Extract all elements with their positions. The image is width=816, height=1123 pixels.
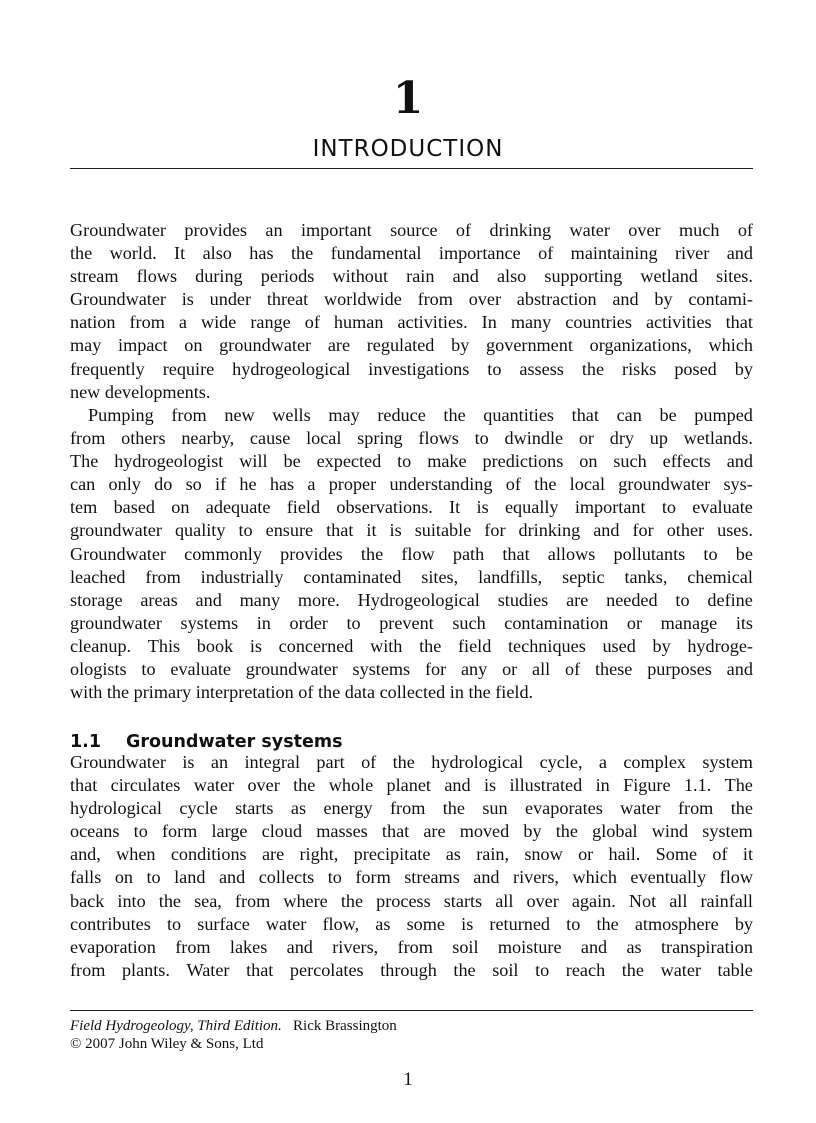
page-number: 1 [403,1069,413,1090]
paragraph-3 [70,751,753,982]
chapter-title: INTRODUCTION [312,136,504,162]
text-line: and, when conditions are right, precipitate as rain, snow or hail. Some of it [70,844,753,865]
paragraph-2 [70,404,753,704]
text-line: hydrological cycle starts as energy from the sun evaporates water from the [70,798,753,819]
text-line: from others nearby, cause local spring flows to dwindle or dry up wetlands. [70,428,753,449]
text-line: storage areas and many more. Hydrogeological studies are needed to define [70,589,753,610]
text-line: Groundwater is an integral part of the hydrological cycle, a complex system [70,752,753,772]
text-line: tem based on adequate field observations. It is equally important to evaluate [70,497,753,518]
chapter-number: 1 [392,73,424,124]
paragraph-1 [70,219,753,404]
text-line: leached from industrially contaminated sites, landfills, septic tanks, chemical [70,566,753,587]
text-line: may impact on groundwater are regulated by government organizations, which [70,335,753,356]
text-line: ologists to evaluate groundwater systems for any or all of these purposes and [70,659,753,680]
text-line: stream flows during periods without rain and also supporting wetland sites. [70,266,753,287]
text-line: oceans to form large cloud masses that are moved by the global wind system [70,821,753,842]
footer-citation [70,1017,397,1053]
text-line: groundwater systems in order to prevent such contamination or manage its [70,612,753,633]
section-number: 1.1 [70,732,102,752]
text-line: new developments. [70,381,211,402]
text-line: contributes to surface water flow, as some is returned to the atmosphere by [70,913,753,934]
text-line: falls on to land and collects to form streams and rivers, which eventually flow [70,867,753,888]
text-line: nation from a wide range of human activities. In many countries activities that [70,312,753,333]
text-line: that circulates water over the whole planet and is illustrated in Figure 1.1. The [70,775,753,796]
text-line: groundwater quality to ensure that it is suitable for drinking and for other uses. [70,520,753,541]
text-line: Pumping from new wells may reduce the quantities that can be pumped [88,405,753,425]
text-line: Groundwater commonly provides the flow path that allows pollutants to be [70,543,753,564]
text-line: Groundwater is under threat worldwide from over abstraction and by contami- [70,289,753,310]
copyright: © 2007 John Wiley & Sons, Ltd [70,1036,264,1052]
text-line: back into the sea, from where the process starts all over again. Not all rainfall [70,890,753,911]
text-line: The hydrogeologist will be expected to make predictions on such effects and [70,451,753,472]
text-line: with the primary interpretation of the data collected in the field. [70,682,534,703]
text-line: frequently require hydrogeological investigations to assess the risks posed by [70,358,753,379]
text-line: from plants. Water that percolates through the soil to reach the water table [70,959,753,980]
text-line: Groundwater provides an important source of drinking water over much of [70,220,753,240]
footnote-rule [70,1010,753,1011]
book-title: Field Hydrogeology, Third Edition. [70,1018,282,1034]
section-title: Groundwater systems [126,732,343,752]
text-line: evaporation from lakes and rivers, from soil moisture and as transpiration [70,936,753,957]
text-line: the world. It also has the fundamental importance of maintaining river and [70,243,753,264]
text-line: cleanup. This book is concerned with the field techniques used by hydroge- [70,635,753,656]
chapter-title-rule [70,168,753,169]
text-line: can only do so if he has a proper understanding of the local groundwater sys- [70,474,753,495]
author: Rick Brassington [293,1018,397,1034]
